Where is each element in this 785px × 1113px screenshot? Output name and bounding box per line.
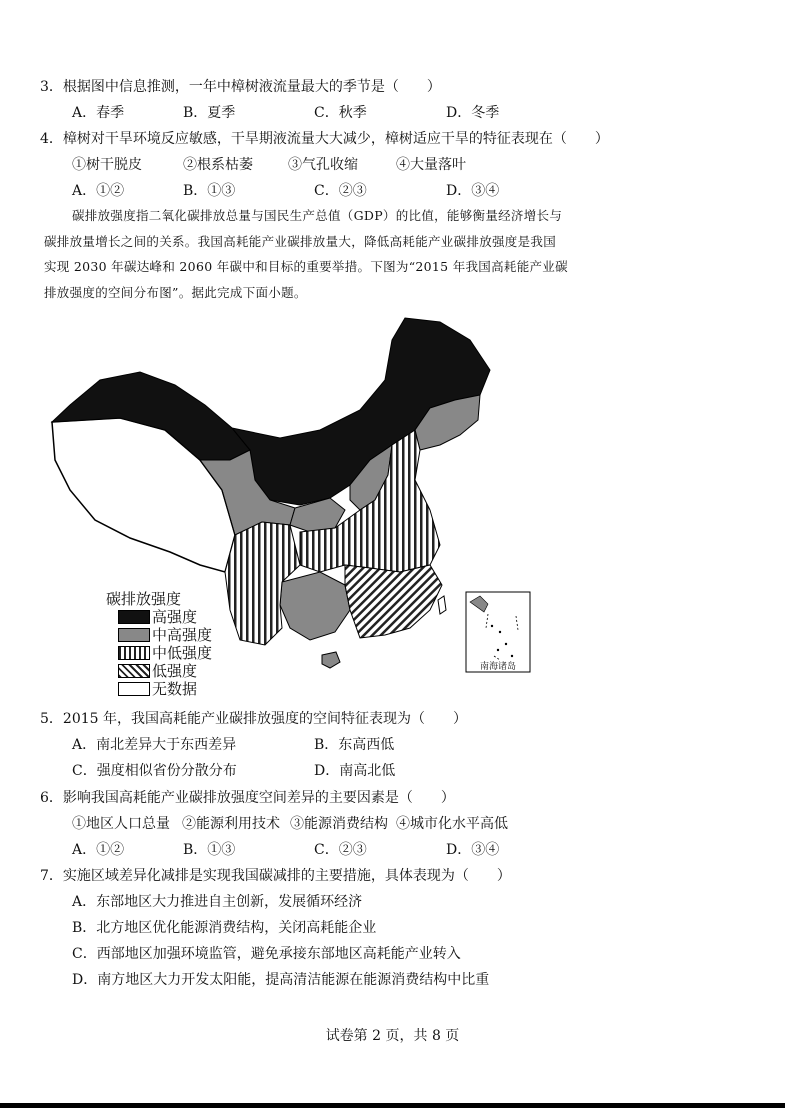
q6-item-1: ①地区人口总量 <box>72 816 170 832</box>
q3-option-a: A．春季 <box>72 105 125 121</box>
q3-option-b: B．夏季 <box>183 105 236 121</box>
q4-item-4: ④大量落叶 <box>396 157 466 173</box>
passage-line-2: 碳排放量增长之间的关系。我国高耗能产业碳排放量大，降低高耗能产业碳排放强度是我国 <box>44 234 557 249</box>
legend-swatch-nodata <box>118 682 150 696</box>
q5-option-a: A．南北差异大于东西差异 <box>72 737 237 753</box>
region-medhigh-hainan <box>322 652 340 668</box>
passage-line-3: 实现 2030 年碳达峰和 2060 年碳中和目标的重要举措。下图为“2015 年我国高耗能产业碳 <box>44 259 568 274</box>
q7-option-a: A．东部地区大力推进自主创新，发展循环经济 <box>72 894 363 910</box>
q7-option-c: C．西部地区加强环境监管，避免承接东部地区高耗能产业转入 <box>72 946 461 962</box>
q4-item-2: ②根系枯萎 <box>183 157 253 173</box>
q5-option-d: D．南高北低 <box>314 763 396 779</box>
question-4-stem: 4．樟树对干旱环境反应敏感，干旱期液流量大大减少，樟树适应干旱的特征表现在（ ） <box>40 131 609 147</box>
page-footer: 试卷第 2 页，共 8 页 <box>325 1028 460 1044</box>
q6-option-d: D．③④ <box>446 842 500 858</box>
passage-line-1: 碳排放强度指二氧化碳排放总量与国民生产总值（GDP）的比值，能够衡量经济增长与 <box>72 208 563 223</box>
q4-item-1: ①树干脱皮 <box>72 157 142 173</box>
legend-label-nodata: 无数据 <box>152 680 198 698</box>
region-low-southeast <box>345 565 442 638</box>
bottom-rule <box>0 1103 785 1108</box>
q7-option-b: B．北方地区优化能源消费结构，关闭高耗能企业 <box>72 920 377 936</box>
q7-option-d: D．南方地区大力开发太阳能，提高清洁能源在能源消费结构中比重 <box>72 972 490 988</box>
q6-option-b: B．①③ <box>183 842 236 858</box>
question-3-stem: 3．根据图中信息推测，一年中樟树液流量最大的季节是（ ） <box>40 79 441 95</box>
question-6-stem: 6．影响我国高耗能产业碳排放强度空间差异的主要因素是（ ） <box>40 790 455 806</box>
q5-option-c: C．强度相似省份分散分布 <box>72 763 237 779</box>
q4-item-3: ③气孔收缩 <box>288 157 358 173</box>
q6-item-2: ②能源利用技术 <box>182 816 280 832</box>
q4-option-a: A．①② <box>72 183 125 199</box>
q4-option-d: D．③④ <box>446 183 500 199</box>
legend-label-high: 高强度 <box>152 608 198 626</box>
q6-option-a: A．①② <box>72 842 125 858</box>
legend-label-low: 低强度 <box>152 662 198 680</box>
legend-label-medlow: 中低强度 <box>152 644 213 662</box>
legend-swatch-low <box>118 664 150 678</box>
q6-item-3: ③能源消费结构 <box>290 816 388 832</box>
passage-line-4: 排放强度的空间分布图”。据此完成下面小题。 <box>44 285 307 300</box>
q6-item-4: ④城市化水平高低 <box>396 816 508 832</box>
legend-swatch-medhigh <box>118 628 150 642</box>
q6-option-c: C．②③ <box>314 842 367 858</box>
region-medhigh-guizhou <box>280 572 350 640</box>
q4-option-b: B．①③ <box>183 183 236 199</box>
legend-label-medhigh: 中高强度 <box>152 626 213 644</box>
q4-option-c: C．②③ <box>314 183 367 199</box>
question-7-stem: 7．实施区域差异化减排是实现我国碳减排的主要措施，具体表现为（ ） <box>40 868 511 884</box>
legend-swatch-medlow <box>118 646 150 660</box>
legend-title: 碳排放强度 <box>106 590 182 608</box>
inset-label: 南海诸岛 <box>480 662 517 672</box>
q3-option-d: D．冬季 <box>446 105 500 121</box>
q5-option-b: B．东高西低 <box>314 737 395 753</box>
q3-option-c: C．秋季 <box>314 105 367 121</box>
region-taiwan <box>438 596 446 614</box>
question-5-stem: 5．2015 年，我国高耗能产业碳排放强度的空间特征表现为（ ） <box>40 711 467 727</box>
legend-swatch-high <box>118 610 150 624</box>
